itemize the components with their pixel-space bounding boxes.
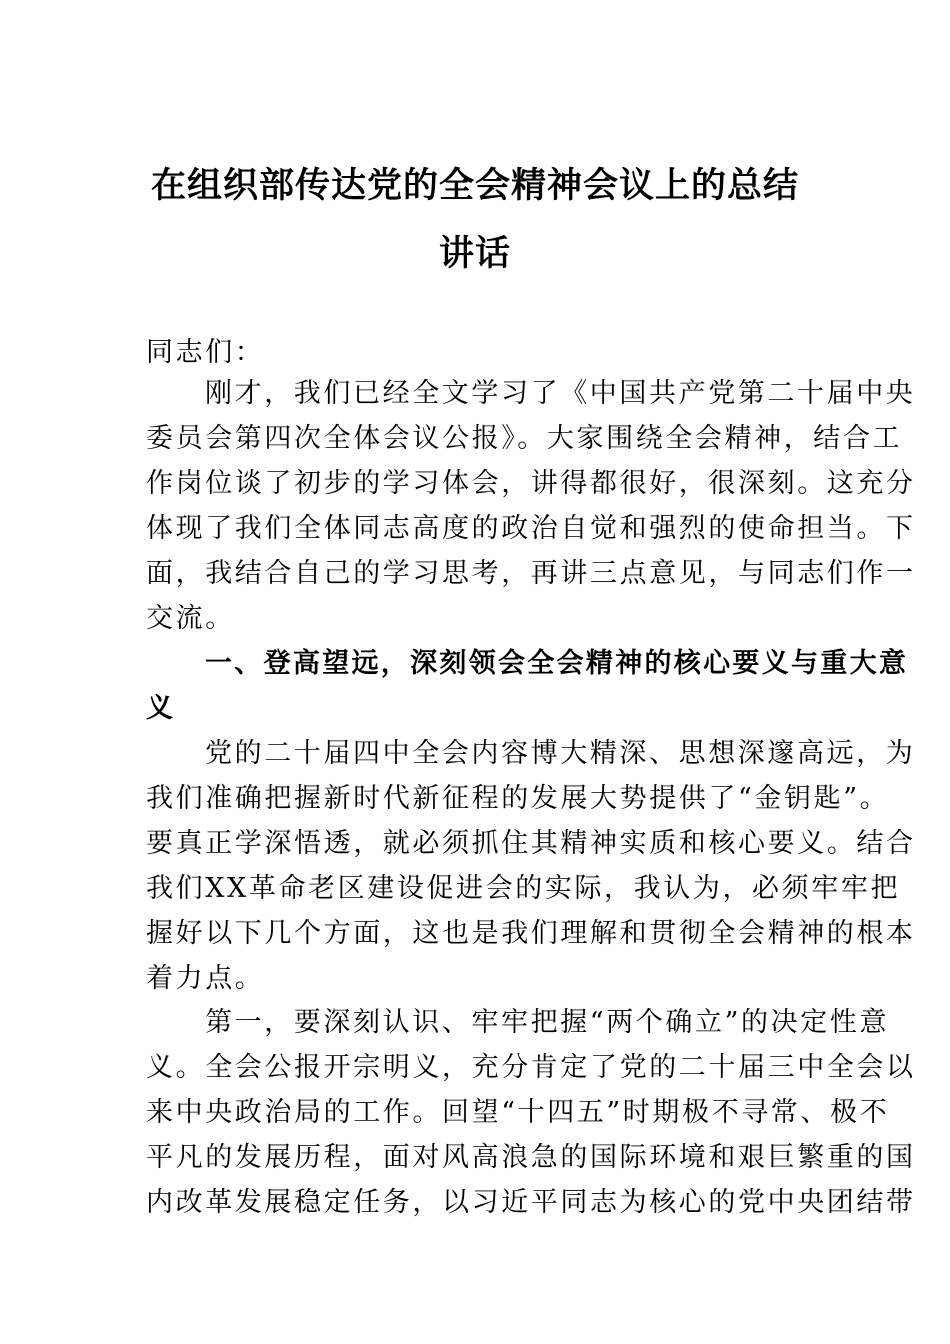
text-line: 面，我结合自己的学习思考，再讲三点意见，与同志们作一 — [146, 558, 916, 589]
text-line: 我们XX革命老区建设促进会的实际，我认为，必须牢牢把 — [146, 873, 901, 904]
salutation: 同志们： — [146, 337, 265, 368]
document-title-line-1: 在组织部传达党的全会精神会议上的总结 — [150, 165, 799, 206]
text-line: 来中央政治局的工作。回望“十四五”时期极不寻常、极不 — [146, 1097, 890, 1128]
text-line: 作岗位谈了初步的学习体会，讲得都很好，很深刻。这充分 — [146, 468, 916, 499]
text-line: 握好以下几个方面，这也是我们理解和贯彻全会精神的根本 — [146, 918, 916, 949]
text-line: 要真正学深悟透，就必须抓住其精神实质和核心要义。结合 — [146, 828, 916, 859]
text-line: 委员会第四次全体会议公报》。大家围绕全会精神，结合工 — [146, 423, 903, 454]
text-line: 党的二十届四中全会内容博大精深、思想深邃高远，为 — [205, 738, 916, 769]
heading-line: 义 — [146, 693, 176, 724]
text-line: 第一，要深刻认识、牢牢把握“两个确立”的决定性意 — [205, 1007, 890, 1038]
text-line: 刚才，我们已经全文学习了《中国共产党第二十届中央 — [205, 378, 916, 409]
text-line: 交流。 — [146, 603, 235, 634]
text-line: 内改革发展稳定任务，以习近平同志为核心的党中央团结带 — [146, 1187, 916, 1218]
text-line: 平凡的发展历程，面对风高浪急的国际环境和艰巨繁重的国 — [146, 1142, 916, 1173]
text-line: 我们准确把握新时代新征程的发展大势提供了“金钥匙”。 — [146, 783, 890, 814]
text-line: 体现了我们全体同志高度的政治自觉和强烈的使命担当。下 — [146, 513, 916, 544]
text-line: 义。全会公报开宗明义，充分肯定了党的二十届三中全会以 — [146, 1052, 916, 1083]
heading-line: 一、登高望远，深刻领会全会精神的核心要义与重大意 — [205, 648, 909, 679]
text-line: 着力点。 — [146, 963, 265, 994]
document-title-line-2: 讲话 — [438, 233, 511, 274]
